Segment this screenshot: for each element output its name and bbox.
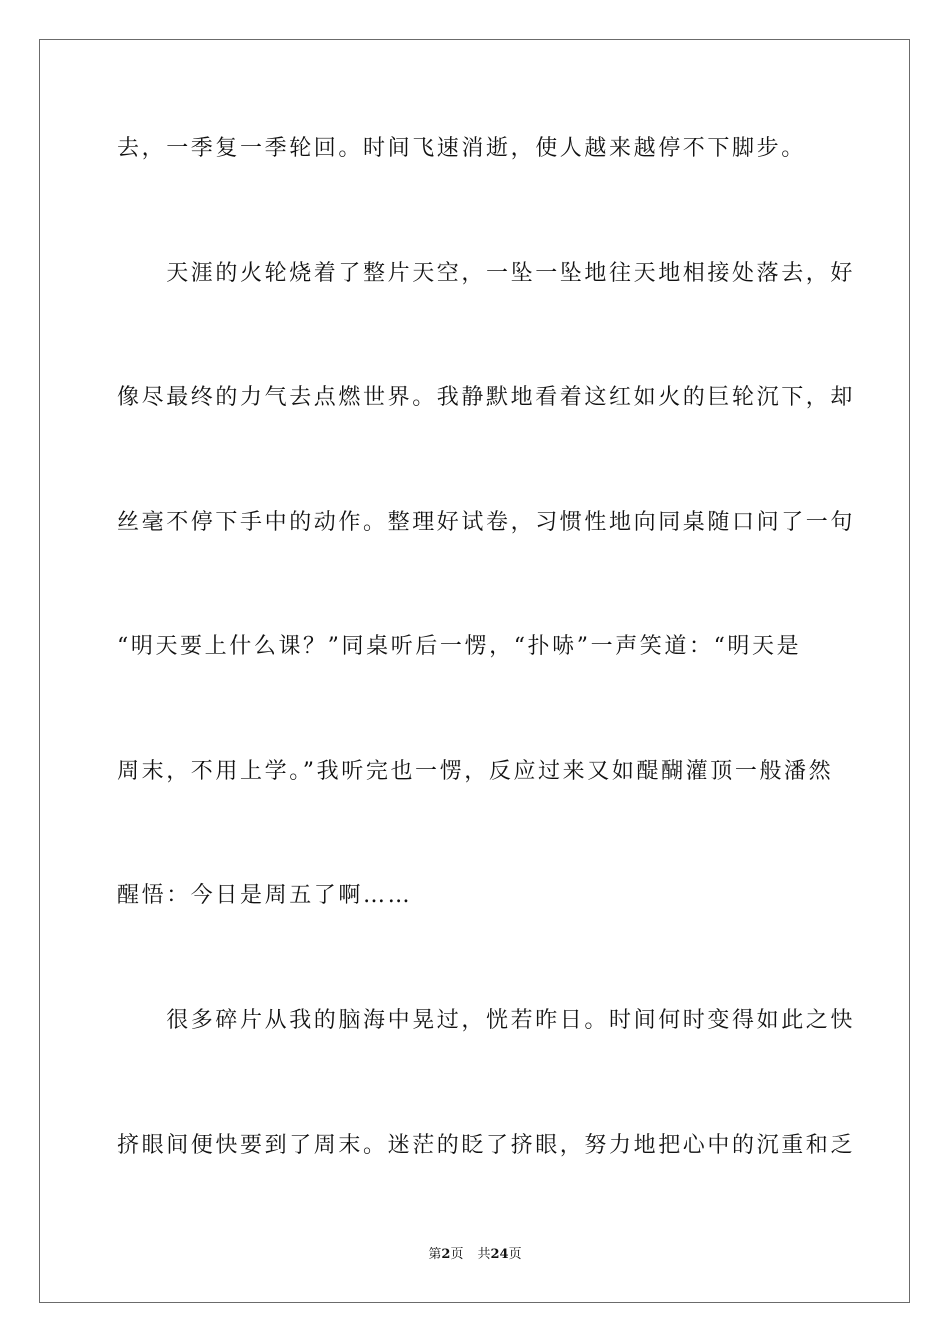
- text-line: 很多碎片从我的脑海中晃过，恍若昨日。时间何时变得如此之快: [117, 1008, 856, 1033]
- text-line: 挤眼间便快要到了周末。迷茫的眨了挤眼，努力地把心中的沉重和乏: [117, 1133, 856, 1158]
- page-footer: [0, 1246, 950, 1264]
- text-line: 丝毫不停下手中的动作。整理好试卷，习惯性地向同桌随口问了一句: [117, 510, 856, 535]
- total-page-count: 24: [490, 1247, 509, 1262]
- current-page-number: 2: [441, 1247, 451, 1262]
- page-suffix: 页: [450, 1247, 464, 1262]
- total-prefix: 共: [477, 1247, 491, 1262]
- page-border: [39, 39, 910, 1303]
- total-suffix: 页: [508, 1247, 522, 1262]
- text-line: 像尽最终的力气去点燃世界。我静默地看着这红如火的巨轮沉下，却: [117, 385, 856, 410]
- text-line: 醒悟：今日是周五了啊……: [117, 883, 413, 908]
- page-prefix: 第: [428, 1247, 442, 1262]
- text-line: 天涯的火轮烧着了整片天空，一坠一坠地往天地相接处落去，好: [117, 261, 856, 286]
- text-line: 去，一季复一季轮回。时间飞速消逝，使人越来越停不下脚步。: [117, 136, 806, 161]
- text-line: “明天要上什么课？”同桌听后一愣，“扑哧”一声笑道：“明天是: [117, 634, 802, 659]
- text-line: 周末，不用上学。”我听完也一愣，反应过来又如醍醐灌顶一般潘然: [117, 759, 834, 784]
